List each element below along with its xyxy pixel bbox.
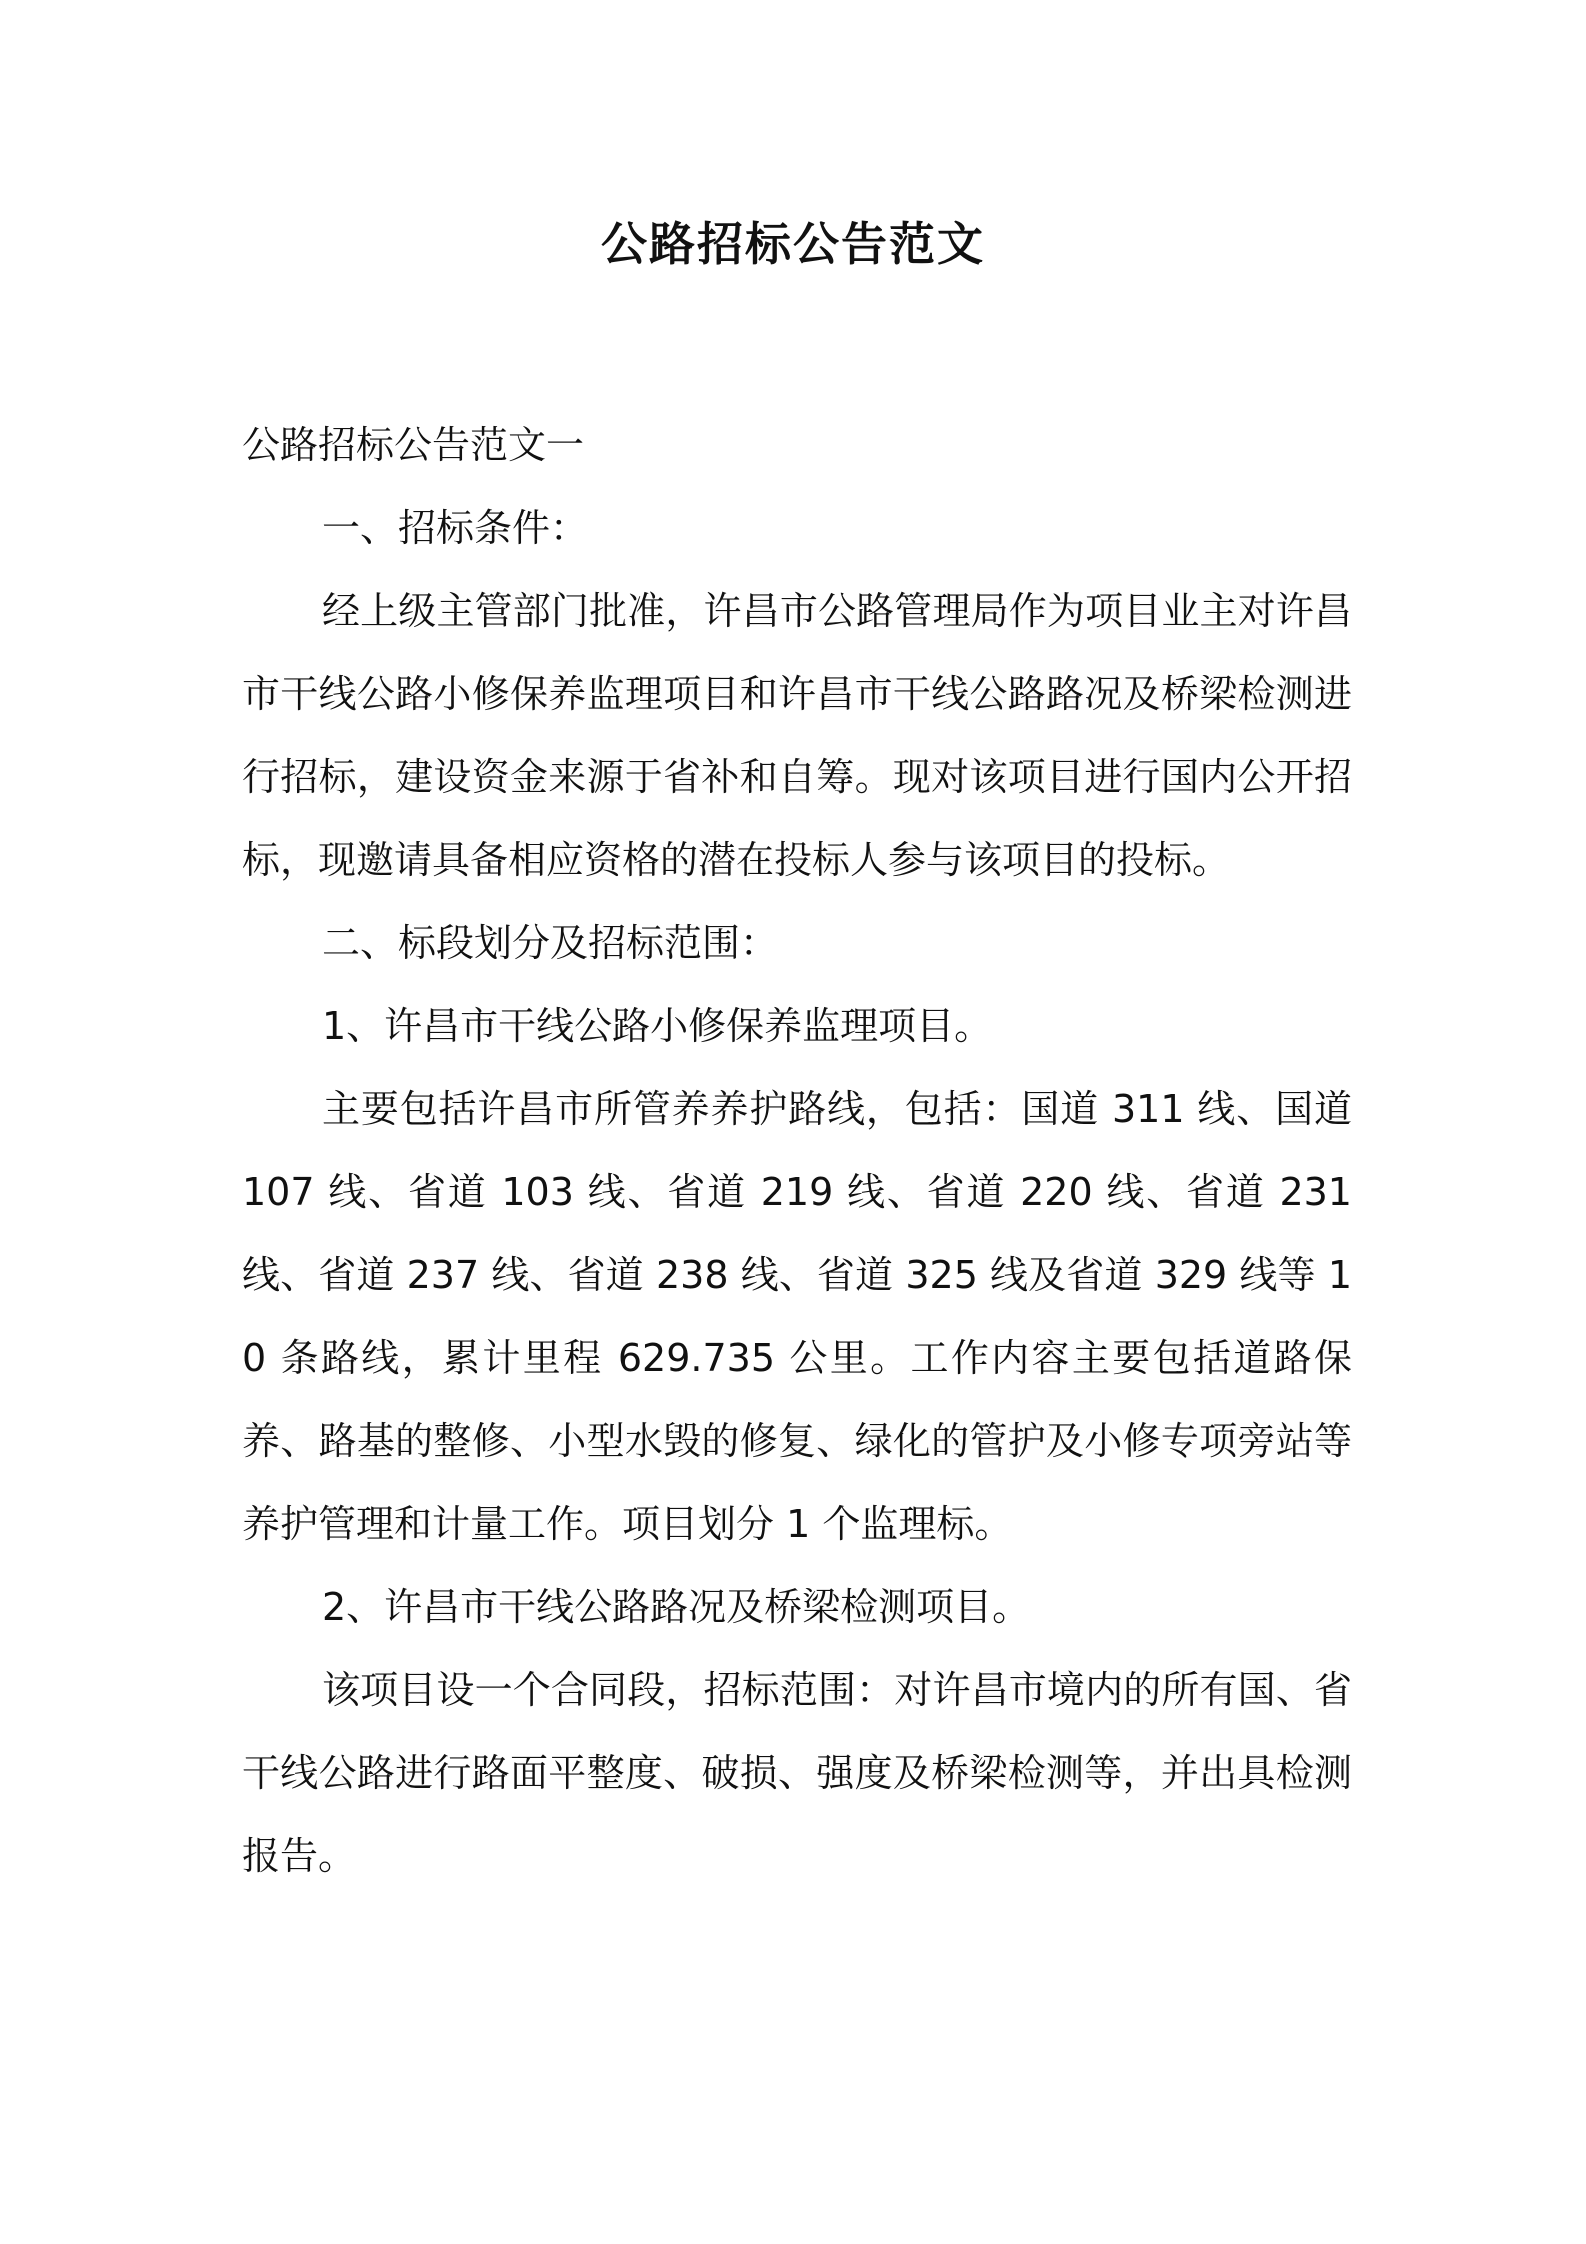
section-subtitle: 公路招标公告范文一 <box>242 423 585 467</box>
paragraph-inspection-project: 该项目设一个合同段，招标范围：对许昌市境内的所有国、省干线公路进行路面平整度、破损、强度及桥梁检测等，并出具检测报告。 <box>242 1668 1352 1878</box>
section-heading-lots-and-scope: 二、标段划分及招标范围： <box>322 921 779 965</box>
item-heading-inspection-project: 2、许昌市干线公路路况及桥梁检测项目。 <box>322 1585 1031 1629</box>
paragraph-supervision-project: 主要包括许昌市所管养养护路线，包括：国道 311 线、国道 107 线、省道 103 线、省道 219 线、省道 220 线、省道 231 线、省道 237 线、省道 238 线、省道 325 线及省道 329 线等 10 条路线，累计里程 629.735 公里。工作内容主要包括道路保养、路基的整修、小型水毁的修复、绿化的管护及小修专项旁站等养护管理和计量工作。项目划分 1 个监理标。 <box>242 1087 1352 1546</box>
item-heading-supervision-project: 1、许昌市干线公路小修保养监理项目。 <box>322 1004 993 1048</box>
document-title: 公路招标公告范文 <box>601 217 985 271</box>
paragraph-bidding-conditions: 经上级主管部门批准，许昌市公路管理局作为项目业主对许昌市干线公路小修保养监理项目和许昌市干线公路路况及桥梁检测进行招标，建设资金来源于省补和自筹。现对该项目进行国内公开招标，现邀请具备相应资格的潜在投标人参与该项目的投标。 <box>242 589 1352 882</box>
document-body <box>242 404 1352 1898</box>
section-heading-bidding-conditions: 一、招标条件： <box>322 506 589 550</box>
